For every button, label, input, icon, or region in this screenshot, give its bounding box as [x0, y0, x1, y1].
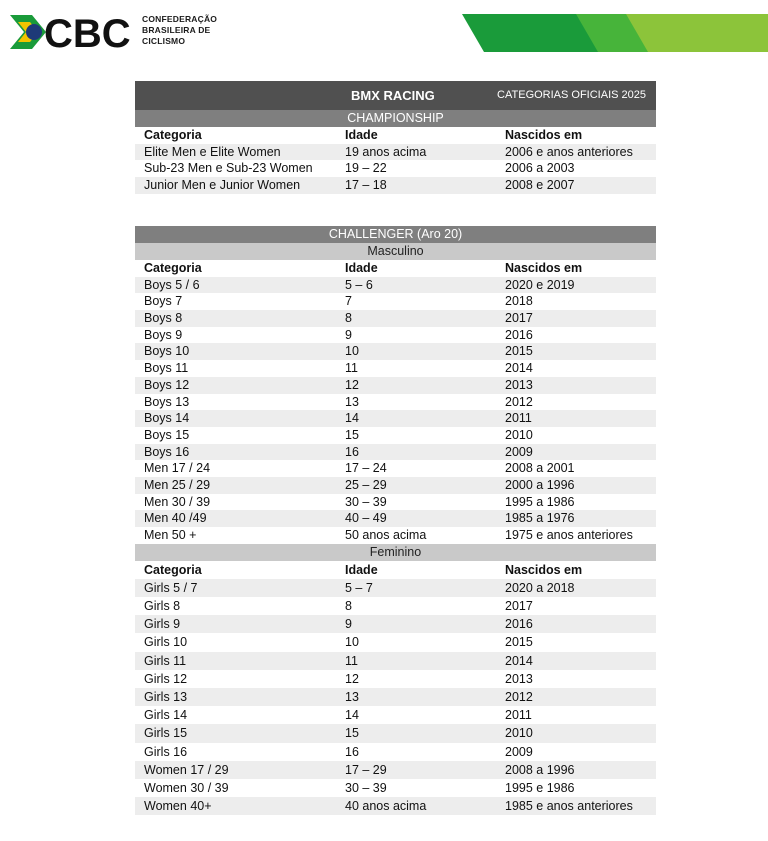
cell-nascidos: 1995 e 1986: [505, 780, 575, 795]
table-row: [135, 670, 656, 688]
cell-categoria: Boys 15: [144, 427, 190, 442]
table-row: [135, 527, 656, 544]
table-row: [135, 633, 656, 651]
cell-categoria: Boys 10: [144, 344, 190, 359]
cell-nascidos: 2008 a 2001: [505, 461, 575, 476]
col-nascidos: Nascidos em: [505, 128, 583, 142]
cell-categoria: Boys 13: [144, 394, 190, 409]
cell-nascidos: 2020 a 2018: [505, 580, 575, 595]
cell-nascidos: 2018: [505, 294, 533, 309]
cell-idade: 7: [345, 294, 352, 309]
cell-categoria: Girls 11: [144, 653, 187, 668]
cell-categoria: Girls 16: [144, 744, 188, 759]
cell-nascidos: 2015: [505, 635, 533, 650]
title-bar: [135, 81, 656, 110]
cell-idade: 12: [345, 377, 359, 392]
cell-categoria: Sub-23 Men e Sub-23 Women: [144, 161, 313, 176]
cell-nascidos: 2015: [505, 344, 533, 359]
cell-idade: 13: [345, 394, 359, 409]
cell-nascidos: 2010: [505, 726, 533, 741]
cell-nascidos: 2006 e anos anteriores: [505, 144, 633, 159]
table-row: [135, 410, 656, 427]
table-row: [135, 743, 656, 761]
cell-nascidos: 2006 a 2003: [505, 161, 575, 176]
column-header-row: [135, 561, 656, 579]
cell-idade: 11: [345, 361, 358, 376]
cell-categoria: Women 30 / 39: [144, 780, 229, 795]
table-row: [135, 779, 656, 797]
cell-nascidos: 2012: [505, 394, 533, 409]
table-row: [135, 706, 656, 724]
cell-nascidos: 2008 e 2007: [505, 178, 575, 193]
table-row: [135, 343, 656, 360]
table-row: [135, 494, 656, 511]
cell-idade: 10: [345, 635, 359, 650]
col-idade: Idade: [345, 562, 378, 577]
table-row: [135, 293, 656, 310]
table-row: [135, 724, 656, 742]
org-line-1: CONFEDERAÇÃO: [142, 14, 218, 24]
table-row: [135, 160, 656, 177]
cell-categoria: Girls 5 / 7: [144, 580, 198, 595]
table-row: [135, 394, 656, 411]
cell-categoria: Girls 9: [144, 617, 181, 632]
table-row: [135, 688, 656, 706]
cell-idade: 19 anos acima: [345, 144, 427, 159]
column-header-row: [135, 127, 656, 144]
cell-nascidos: 2013: [505, 377, 533, 392]
cell-categoria: Boys 8: [144, 311, 183, 326]
cell-nascidos: 1985 e anos anteriores: [505, 799, 633, 814]
cell-categoria: Girls 12: [144, 671, 188, 686]
cell-categoria: Girls 10: [144, 635, 188, 650]
table-row: [135, 652, 656, 670]
cell-idade: 15: [345, 427, 359, 442]
cell-idade: 14: [345, 411, 359, 426]
table-row: [135, 144, 656, 161]
section-feminino: Feminino: [135, 544, 656, 561]
cell-nascidos: 2000 a 1996: [505, 477, 575, 492]
table-row: [135, 327, 656, 344]
cell-nascidos: 2008 a 1996: [505, 762, 575, 777]
cell-nascidos: 2011: [505, 411, 532, 426]
header-stripes: [462, 14, 768, 52]
table-row: [135, 510, 656, 527]
challenger-table: [135, 226, 656, 815]
table-row: [135, 277, 656, 294]
org-line-2: BRASILEIRA DE: [142, 25, 211, 35]
cell-idade: 13: [345, 690, 359, 704]
cell-categoria: Men 40 /49: [144, 511, 207, 526]
cell-idade: 30 – 39: [345, 494, 387, 509]
table-row: [135, 310, 656, 327]
cell-nascidos: 2016: [505, 327, 533, 342]
cell-idade: 5 – 6: [345, 277, 373, 292]
cell-nascidos: 1985 a 1976: [505, 511, 575, 526]
cell-idade: 5 – 7: [345, 580, 373, 595]
table-row: [135, 377, 656, 394]
cell-idade: 11: [345, 653, 358, 668]
cell-categoria: Men 50 +: [144, 528, 197, 542]
cell-nascidos: 2009: [505, 744, 533, 759]
cell-nascidos: 2009: [505, 444, 533, 459]
cell-nascidos: 2011: [505, 708, 532, 723]
table-row: [135, 444, 656, 461]
stripe-light: [626, 14, 768, 52]
page-subtitle: CATEGORIAS OFICIAIS 2025: [497, 89, 646, 101]
cell-idade: 8: [345, 311, 352, 326]
cell-nascidos: 1995 a 1986: [505, 494, 575, 509]
cell-categoria: Men 25 / 29: [144, 477, 211, 492]
cell-categoria: Women 40+: [144, 799, 212, 814]
cell-idade: 40 – 49: [345, 511, 387, 526]
cell-nascidos: 2014: [505, 653, 533, 668]
cell-idade: 50 anos acima: [345, 528, 427, 542]
cell-idade: 8: [345, 599, 352, 614]
cell-idade: 17 – 24: [345, 461, 387, 476]
col-categoria: Categoria: [144, 562, 202, 577]
col-nascidos: Nascidos em: [505, 562, 583, 577]
cell-idade: 16: [345, 444, 359, 459]
cell-idade: 40 anos acima: [345, 799, 427, 814]
cell-idade: 9: [345, 327, 352, 342]
cell-categoria: Girls 13: [144, 690, 188, 704]
cell-categoria: Boys 12: [144, 377, 190, 392]
table-row: [135, 460, 656, 477]
cell-idade: 10: [345, 344, 359, 359]
col-idade: Idade: [345, 261, 378, 275]
cell-categoria: Junior Men e Junior Women: [144, 178, 301, 193]
cell-idade: 17 – 29: [345, 762, 387, 777]
table-row: [135, 477, 656, 494]
table-row: [135, 579, 656, 597]
cell-categoria: Boys 11: [144, 361, 189, 376]
table-row: [135, 360, 656, 377]
cell-categoria: Girls 8: [144, 599, 181, 614]
column-header-row: [135, 260, 656, 277]
cell-categoria: Boys 5 / 6: [144, 277, 200, 292]
cell-idade: 12: [345, 671, 359, 686]
col-categoria: Categoria: [144, 128, 202, 142]
cell-idade: 16: [345, 744, 359, 759]
cell-nascidos: 2010: [505, 427, 533, 442]
section-championship: CHAMPIONSHIP: [135, 110, 656, 127]
table-row: [135, 761, 656, 779]
cell-categoria: Boys 7: [144, 294, 183, 309]
cell-idade: 30 – 39: [345, 780, 387, 795]
col-nascidos: Nascidos em: [505, 261, 583, 275]
cell-categoria: Boys 16: [144, 444, 190, 459]
cell-nascidos: 2017: [505, 599, 533, 614]
championship-table: [135, 81, 656, 194]
cell-categoria: Women 17 / 29: [144, 762, 229, 777]
cell-idade: 9: [345, 617, 352, 632]
cell-categoria: Elite Men e Elite Women: [144, 144, 281, 159]
cell-nascidos: 1975 e anos anteriores: [505, 528, 633, 542]
section-challenger: CHALLENGER (Aro 20): [135, 226, 656, 243]
org-name: [142, 14, 217, 47]
cell-nascidos: 2017: [505, 311, 533, 326]
cell-idade: 14: [345, 708, 359, 723]
org-line-3: CICLISMO: [142, 36, 186, 46]
logo-circle-blue: [26, 24, 42, 40]
cell-categoria: Men 30 / 39: [144, 494, 211, 509]
cell-idade: 19 – 22: [345, 161, 387, 176]
cell-nascidos: 2014: [505, 361, 533, 376]
cell-nascidos: 2016: [505, 617, 533, 632]
col-categoria: Categoria: [144, 261, 202, 275]
cell-idade: 15: [345, 726, 359, 741]
logo-text: CBC: [44, 12, 131, 52]
cell-idade: 25 – 29: [345, 477, 387, 492]
cell-nascidos: 2020 e 2019: [505, 277, 575, 292]
table-row: [135, 177, 656, 194]
table-row: [135, 427, 656, 444]
table-row: [135, 615, 656, 633]
cell-categoria: Men 17 / 24: [144, 461, 211, 476]
cbc-logo: [10, 12, 135, 52]
cell-categoria: Girls 14: [144, 708, 188, 723]
cell-categoria: Boys 9: [144, 327, 183, 342]
cell-idade: 17 – 18: [345, 178, 387, 193]
section-masculino: Masculino: [135, 243, 656, 260]
cell-categoria: Girls 15: [144, 726, 188, 741]
page-title: BMX RACING: [351, 88, 435, 103]
cell-nascidos: 2012: [505, 690, 533, 704]
cell-categoria: Boys 14: [144, 411, 190, 426]
cell-nascidos: 2013: [505, 671, 533, 686]
table-row: [135, 797, 656, 815]
table-row: [135, 597, 656, 615]
page-header: [0, 0, 768, 60]
col-idade: Idade: [345, 128, 378, 142]
